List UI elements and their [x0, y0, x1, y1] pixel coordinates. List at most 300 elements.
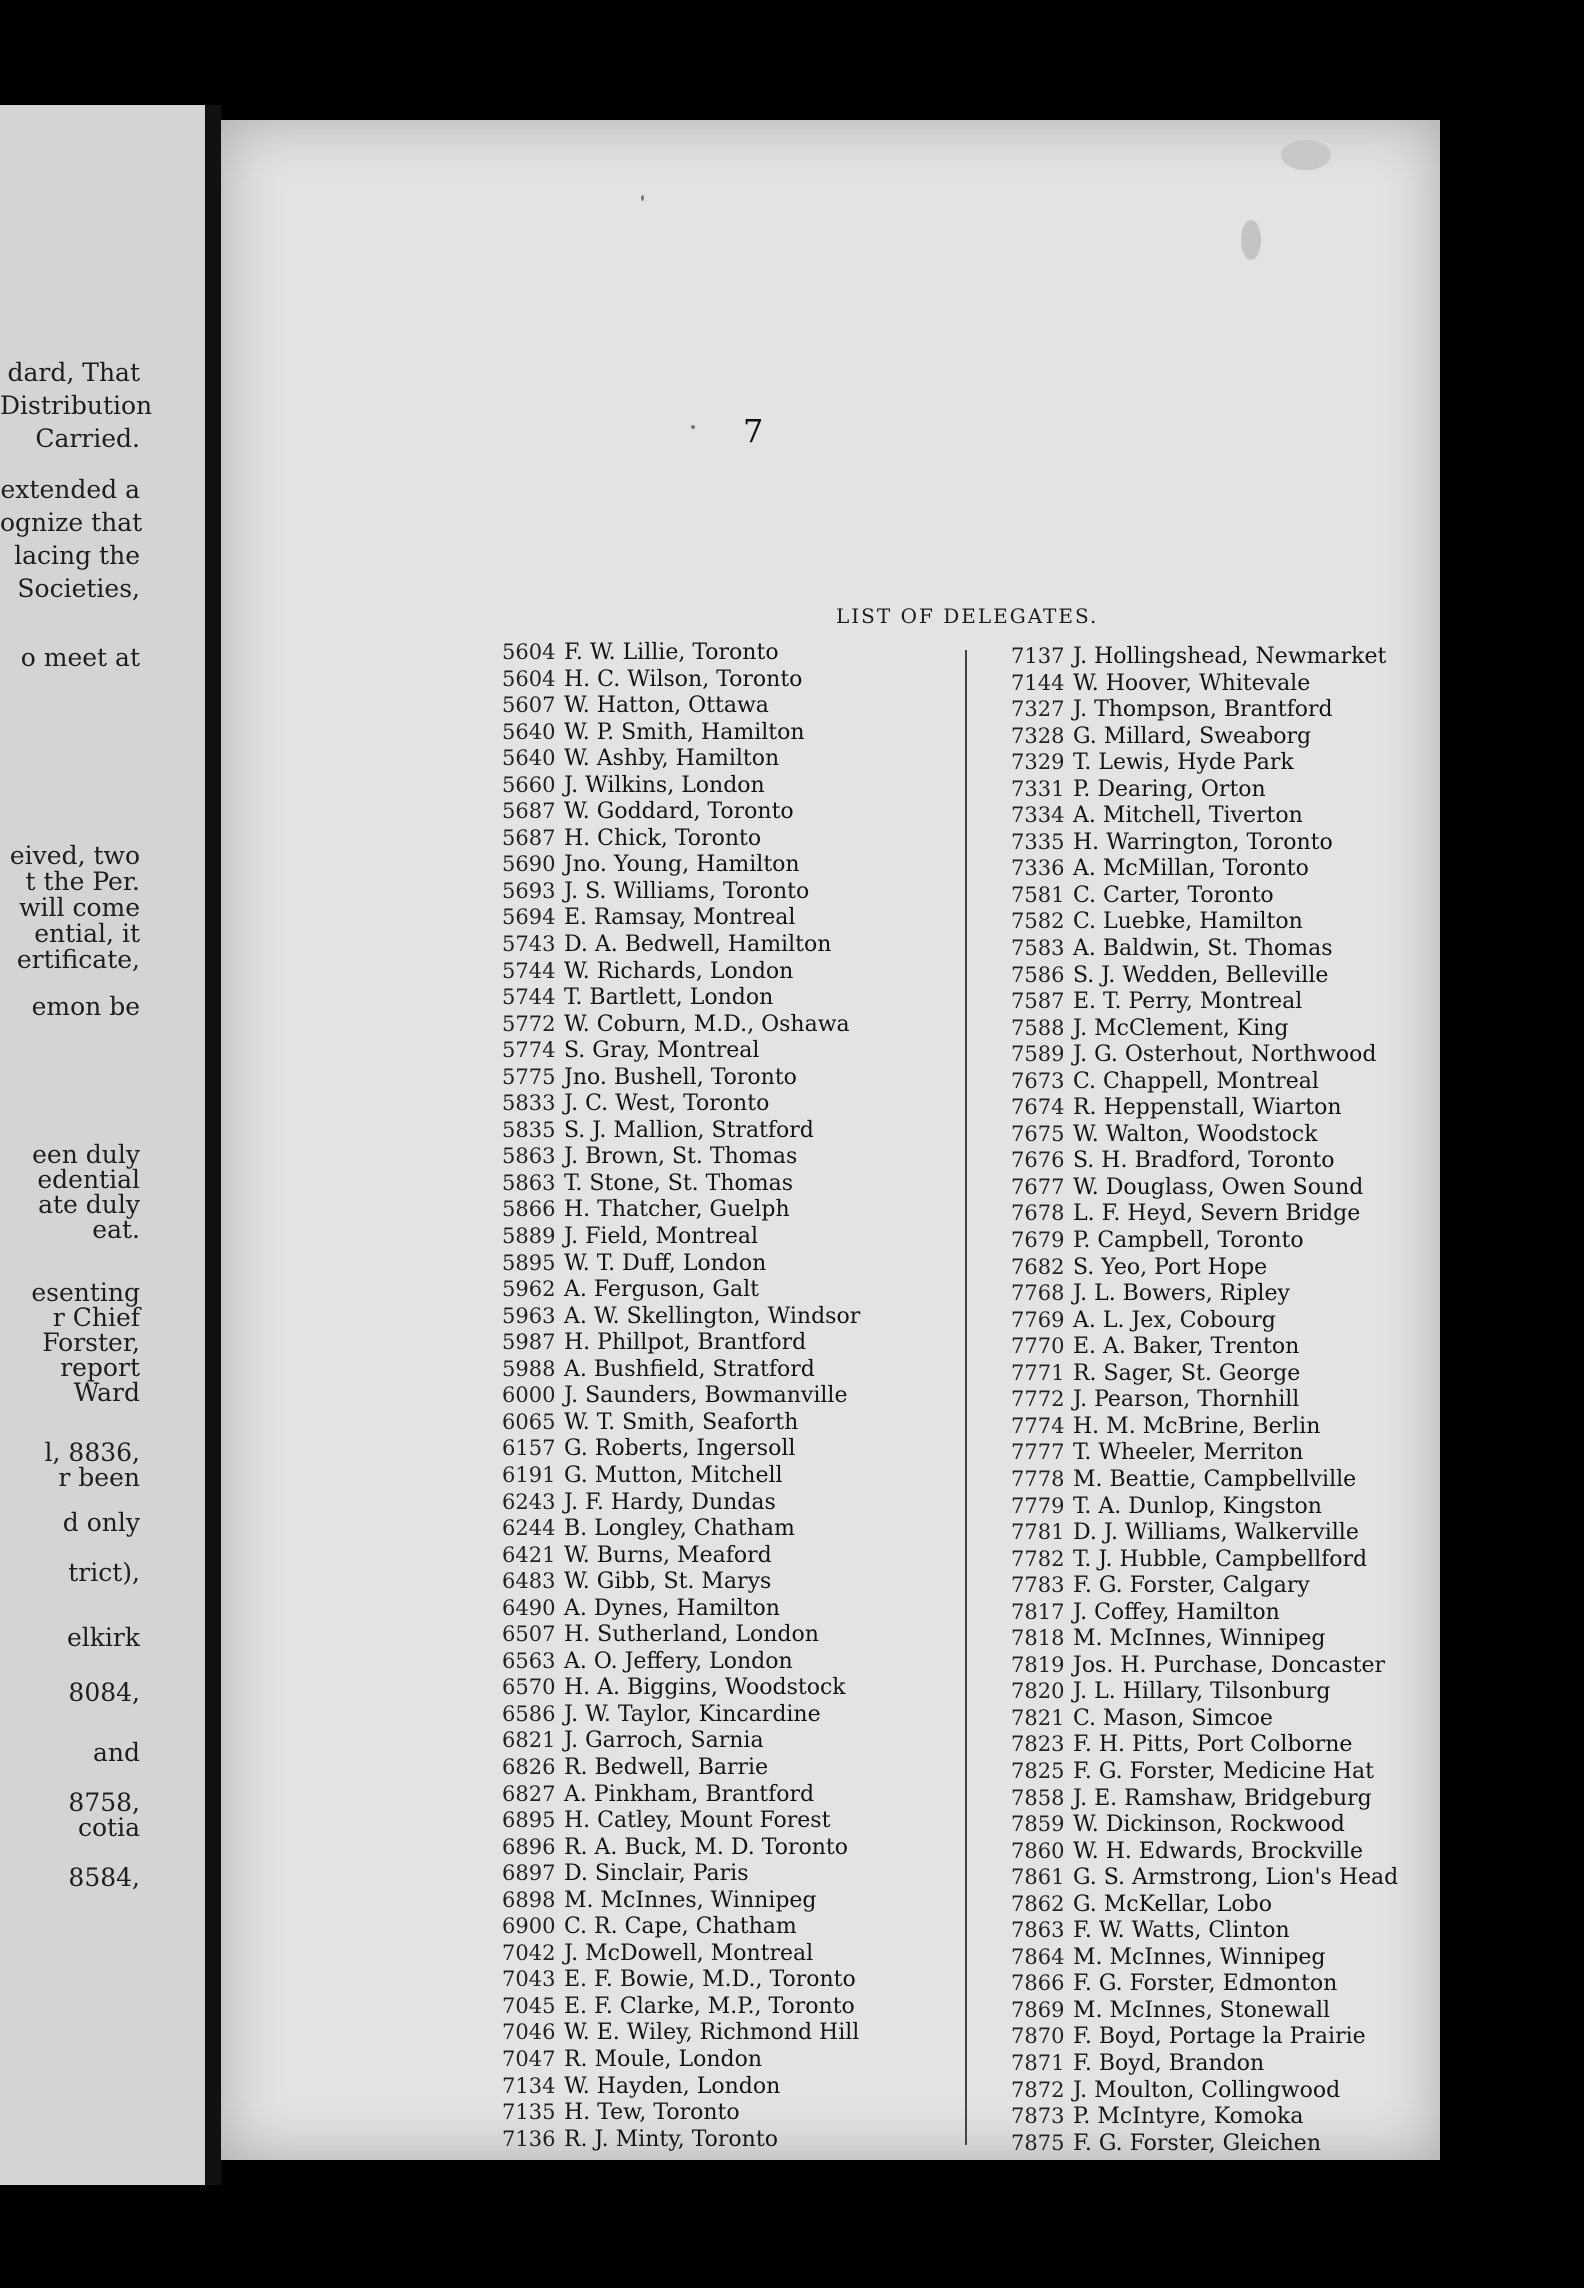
delegate-name: T. Lewis, Hyde Park	[1066, 750, 1294, 776]
delegate-entry	[502, 1913, 860, 1940]
delegate-name: M. McInnes, Stonewall	[1066, 1997, 1331, 2023]
delegate-name: P. Dearing, Orton	[1066, 776, 1266, 802]
delegate-entry	[1011, 1121, 1398, 1148]
certificate-number: 7783	[1011, 1573, 1065, 1598]
certificate-number: 6421	[502, 1542, 556, 1567]
delegate-entry	[502, 1993, 860, 2020]
certificate-number: 7675	[1011, 1121, 1065, 1146]
stain-mark	[1241, 220, 1261, 260]
delegate-name: J. Pearson, Thornhill	[1066, 1387, 1300, 1413]
delegate-name: H. Sutherland, London	[557, 1622, 819, 1648]
delegate-name: J. F. Hardy, Dundas	[557, 1489, 776, 1515]
certificate-number: 7870	[1011, 2024, 1065, 2049]
delegate-name: E. Ramsay, Montreal	[557, 905, 796, 931]
margin-fragment: report	[60, 1353, 140, 1382]
certificate-number: 7859	[1011, 1812, 1065, 1837]
delegate-name: W. E. Wiley, Richmond Hill	[557, 2020, 860, 2046]
delegate-name: A. McMillan, Toronto	[1066, 856, 1309, 882]
certificate-number: 7873	[1011, 2104, 1065, 2129]
certificate-number: 7864	[1011, 1944, 1065, 1969]
certificate-number: 7581	[1011, 882, 1065, 907]
delegate-entry	[1011, 1200, 1398, 1227]
certificate-number: 7582	[1011, 909, 1065, 934]
delegate-entry	[1011, 1280, 1398, 1307]
certificate-number: 7679	[1011, 1228, 1065, 1253]
certificate-number: 7858	[1011, 1785, 1065, 1810]
delegate-name: G. Millard, Sweaborg	[1066, 723, 1312, 749]
delegate-entry	[502, 1064, 860, 1091]
delegate-name: G. S. Armstrong, Lion's Head	[1066, 1865, 1399, 1891]
delegate-entry	[502, 798, 860, 825]
delegate-name: C. Luebke, Hamilton	[1066, 909, 1303, 935]
delegate-name: W. Ashby, Hamilton	[557, 746, 780, 772]
delegate-entry	[502, 878, 860, 905]
delegate-entry	[502, 1887, 860, 1914]
certificate-number: 7045	[502, 1993, 556, 2018]
delegate-entry	[1011, 1413, 1398, 1440]
delegate-entry	[502, 1489, 860, 1516]
delegate-entry	[502, 666, 860, 693]
certificate-number: 6586	[502, 1701, 556, 1726]
delegate-name: C. Carter, Toronto	[1066, 882, 1274, 908]
delegate-name: M. McInnes, Winnipeg	[1066, 1626, 1326, 1652]
delegate-entry	[1011, 882, 1398, 909]
delegate-entry	[502, 1834, 860, 1861]
delegate-name: J. Wilkins, London	[557, 772, 765, 798]
certificate-number: 5863	[502, 1144, 556, 1169]
certificate-number: 7818	[1011, 1626, 1065, 1651]
certificate-number: 7678	[1011, 1201, 1065, 1226]
delegates-column-left	[502, 639, 860, 2152]
certificate-number: 7583	[1011, 936, 1065, 961]
margin-fragment: Forster,	[42, 1328, 140, 1357]
delegate-name: H. Chick, Toronto	[557, 825, 762, 851]
delegate-name: R. J. Minty, Toronto	[557, 2126, 778, 2152]
certificate-number: 5866	[502, 1197, 556, 1222]
delegate-entry	[502, 1621, 860, 1648]
delegate-entry	[1011, 670, 1398, 697]
certificate-number: 7770	[1011, 1334, 1065, 1359]
certificate-number: 6827	[502, 1781, 556, 1806]
delegate-entry	[502, 639, 860, 666]
delegate-name: A. O. Jeffery, London	[557, 1648, 793, 1674]
delegate-entry	[502, 2073, 860, 2100]
delegate-name: R. A. Buck, M. D. Toronto	[557, 1834, 848, 1860]
delegate-name: H. Phillpot, Brantford	[557, 1330, 807, 1356]
previous-page-fragment	[0, 105, 205, 2185]
delegate-entry	[502, 1568, 860, 1595]
delegate-name: M. Beattie, Campbellville	[1066, 1466, 1357, 1492]
margin-fragment: eived, two	[9, 841, 140, 870]
certificate-number: 5743	[502, 932, 556, 957]
delegate-entry	[502, 1276, 860, 1303]
delegate-entry	[502, 1090, 860, 1117]
margin-fragment: ate duly	[38, 1190, 140, 1219]
certificate-number: 7862	[1011, 1891, 1065, 1916]
delegate-name: D. A. Bedwell, Hamilton	[557, 932, 832, 958]
margin-fragment: Carried.	[35, 424, 140, 453]
delegate-entry	[1011, 988, 1398, 1015]
delegate-name: W. Hayden, London	[557, 2073, 781, 2099]
delegate-entry	[1011, 1758, 1398, 1785]
delegate-entry	[502, 1807, 860, 1834]
margin-fragment: Societies,	[17, 574, 140, 603]
delegate-entry	[1011, 1015, 1398, 1042]
margin-fragment: o meet at	[20, 643, 140, 672]
delegate-name: A. L. Jex, Cobourg	[1066, 1307, 1276, 1333]
margin-fragment: r been	[58, 1463, 140, 1492]
delegate-entry	[502, 1011, 860, 1038]
delegate-name: F. W. Lillie, Toronto	[557, 640, 779, 665]
delegate-name: S. Yeo, Port Hope	[1066, 1254, 1268, 1280]
delegate-entry	[502, 1674, 860, 1701]
margin-fragment: will come	[19, 893, 140, 922]
delegate-name: Jno. Young, Hamilton	[557, 852, 800, 878]
delegate-entry	[1011, 2103, 1398, 2130]
delegate-entry	[1011, 2130, 1398, 2157]
delegate-name: S. J. Wedden, Belleville	[1066, 962, 1329, 988]
delegate-name: A. Mitchell, Tiverton	[1066, 803, 1303, 829]
certificate-number: 7769	[1011, 1307, 1065, 1332]
certificate-number: 7869	[1011, 1997, 1065, 2022]
delegate-entry	[1011, 2023, 1398, 2050]
delegate-entry	[1011, 1519, 1398, 1546]
delegate-entry	[502, 1223, 860, 1250]
certificate-number: 6563	[502, 1648, 556, 1673]
certificate-number: 6896	[502, 1834, 556, 1859]
certificate-number: 7777	[1011, 1440, 1065, 1465]
certificate-number: 7866	[1011, 1971, 1065, 1996]
delegate-entry	[1011, 1864, 1398, 1891]
delegate-name: R. Heppenstall, Wiarton	[1066, 1095, 1342, 1121]
certificate-number: 6483	[502, 1569, 556, 1594]
stain-mark	[691, 425, 695, 429]
certificate-number: 7819	[1011, 1652, 1065, 1677]
delegate-entry	[502, 1143, 860, 1170]
delegate-name: W. Dickinson, Rockwood	[1066, 1812, 1345, 1838]
margin-fragment: extended a	[0, 475, 140, 504]
delegate-name: A. Bushfield, Stratford	[557, 1356, 815, 1382]
certificate-number: 7861	[1011, 1865, 1065, 1890]
delegate-name: J. G. Osterhout, Northwood	[1066, 1042, 1377, 1068]
delegate-name: J. Saunders, Bowmanville	[557, 1383, 848, 1409]
delegate-name: S. J. Mallion, Stratford	[557, 1117, 814, 1143]
certificate-number: 7782	[1011, 1546, 1065, 1571]
certificate-number: 6244	[502, 1516, 556, 1541]
delegate-entry	[1011, 1572, 1398, 1599]
delegate-entry	[1011, 1227, 1398, 1254]
delegate-name: E. T. Perry, Montreal	[1066, 989, 1303, 1015]
certificate-number: 5660	[502, 772, 556, 797]
certificate-number: 7334	[1011, 803, 1065, 828]
certificate-number: 7676	[1011, 1148, 1065, 1173]
certificate-number: 5988	[502, 1356, 556, 1381]
delegate-entry	[1011, 1174, 1398, 1201]
delegate-name: A. Dynes, Hamilton	[557, 1595, 780, 1621]
delegate-entry	[1011, 1944, 1398, 1971]
stain-mark	[641, 195, 644, 201]
certificate-number: 7135	[502, 2100, 556, 2125]
delegate-entry	[1011, 1094, 1398, 1121]
certificate-number: 6507	[502, 1622, 556, 1647]
delegate-entry	[502, 1462, 860, 1489]
certificate-number: 7778	[1011, 1466, 1065, 1491]
delegate-entry	[502, 1435, 860, 1462]
margin-fragment: elkirk	[66, 1623, 140, 1652]
margin-fragment: 8584,	[68, 1863, 140, 1892]
delegate-name: R. Moule, London	[557, 2046, 763, 2072]
delegate-entry	[1011, 2077, 1398, 2104]
delegate-entry	[502, 1356, 860, 1383]
delegate-name: R. Sager, St. George	[1066, 1360, 1301, 1386]
margin-fragment: cotia	[78, 1813, 140, 1842]
delegate-entry	[502, 1170, 860, 1197]
certificate-number: 6243	[502, 1489, 556, 1514]
delegate-name: T. Wheeler, Merriton	[1066, 1440, 1304, 1466]
delegate-name: H. Warrington, Toronto	[1066, 829, 1333, 855]
delegate-entry	[1011, 1838, 1398, 1865]
delegate-name: W. Hatton, Ottawa	[557, 693, 769, 719]
delegate-name: W. Douglass, Owen Sound	[1066, 1174, 1364, 1200]
delegate-entry	[1011, 1147, 1398, 1174]
delegate-name: S. Gray, Montreal	[557, 1038, 760, 1064]
margin-fragment: esenting	[31, 1278, 140, 1307]
delegate-name: R. Bedwell, Barrie	[557, 1754, 769, 1780]
delegate-name: F. Boyd, Portage la Prairie	[1066, 2024, 1366, 2050]
certificate-number: 7774	[1011, 1413, 1065, 1438]
delegate-entry	[502, 1648, 860, 1675]
delegate-name: A. Ferguson, Galt	[557, 1277, 759, 1303]
margin-fragment: emon be	[31, 992, 140, 1021]
delegate-name: W. Gibb, St. Marys	[557, 1569, 772, 1595]
certificate-number: 5962	[502, 1277, 556, 1302]
certificate-number: 5772	[502, 1011, 556, 1036]
delegate-name: J. Coffey, Hamilton	[1066, 1599, 1280, 1625]
certificate-number: 5687	[502, 825, 556, 850]
certificate-number: 7817	[1011, 1599, 1065, 1624]
delegate-name: F. G. Forster, Gleichen	[1066, 2130, 1321, 2156]
delegate-name: Jos. H. Purchase, Doncaster	[1066, 1652, 1386, 1678]
delegate-entry	[502, 1542, 860, 1569]
margin-fragment: lacing the	[14, 541, 140, 570]
delegate-name: H. A. Biggins, Woodstock	[557, 1675, 846, 1701]
delegate-entry	[1011, 1333, 1398, 1360]
certificate-number: 7047	[502, 2046, 556, 2071]
delegate-entry	[1011, 802, 1398, 829]
certificate-number: 5775	[502, 1064, 556, 1089]
delegate-entry	[502, 745, 860, 772]
certificate-number: 5604	[502, 640, 556, 664]
delegate-entry	[1011, 962, 1398, 989]
certificate-number: 7768	[1011, 1281, 1065, 1306]
delegate-entry	[1011, 1625, 1398, 1652]
delegate-entry	[1011, 1360, 1398, 1387]
delegate-entry	[502, 1250, 860, 1277]
certificate-number: 5640	[502, 719, 556, 744]
delegate-entry	[1011, 1546, 1398, 1573]
delegate-entry	[502, 984, 860, 1011]
certificate-number: 6000	[502, 1383, 556, 1408]
margin-fragment: eat.	[92, 1215, 140, 1244]
delegate-name: J. S. Williams, Toronto	[557, 878, 810, 904]
certificate-number: 7860	[1011, 1838, 1065, 1863]
delegate-entry	[1011, 1439, 1398, 1466]
delegate-entry	[1011, 829, 1398, 856]
delegate-entry	[502, 851, 860, 878]
delegate-entry	[502, 1382, 860, 1409]
delegate-name: E. A. Baker, Trenton	[1066, 1334, 1300, 1360]
delegate-entry	[502, 2126, 860, 2153]
delegate-name: J. Moulton, Collingwood	[1066, 2077, 1341, 2103]
delegate-name: H. M. McBrine, Berlin	[1066, 1413, 1321, 1439]
delegate-name: F. G. Forster, Medicine Hat	[1066, 1758, 1374, 1784]
delegate-name: L. F. Heyd, Severn Bridge	[1066, 1201, 1361, 1227]
certificate-number: 5687	[502, 799, 556, 824]
certificate-number: 7137	[1011, 644, 1065, 668]
certificate-number: 5604	[502, 666, 556, 691]
delegate-name: A. Baldwin, St. Thomas	[1066, 936, 1333, 962]
delegate-name: E. F. Clarke, M.P., Toronto	[557, 1993, 855, 2019]
delegate-name: G. Roberts, Ingersoll	[557, 1436, 796, 1462]
delegate-entry	[502, 1117, 860, 1144]
delegate-name: W. H. Edwards, Brockville	[1066, 1838, 1364, 1864]
delegate-entry	[502, 772, 860, 799]
delegate-name: T. Stone, St. Thomas	[557, 1170, 794, 1196]
certificate-number: 7335	[1011, 829, 1065, 854]
delegate-name: J. Thompson, Brantford	[1066, 697, 1333, 723]
certificate-number: 5963	[502, 1303, 556, 1328]
margin-fragment: edential	[37, 1165, 140, 1194]
certificate-number: 7781	[1011, 1520, 1065, 1545]
delegate-entry	[502, 2099, 860, 2126]
delegate-entry	[502, 1860, 860, 1887]
certificate-number: 6065	[502, 1409, 556, 1434]
delegate-entry	[502, 1515, 860, 1542]
delegate-entry	[1011, 1678, 1398, 1705]
list-title: LIST OF DELEGATES.	[836, 604, 1099, 628]
delegate-name: P. McIntyre, Komoka	[1066, 2104, 1304, 2130]
delegate-name: H. Thatcher, Guelph	[557, 1197, 790, 1223]
delegate-entry	[1011, 935, 1398, 962]
certificate-number: 6895	[502, 1808, 556, 1833]
certificate-number: 7586	[1011, 962, 1065, 987]
certificate-number: 7331	[1011, 776, 1065, 801]
certificate-number: 7682	[1011, 1254, 1065, 1279]
delegate-entry	[502, 1196, 860, 1223]
delegate-entry	[1011, 2050, 1398, 2077]
certificate-number: 7144	[1011, 670, 1065, 695]
page-gutter	[205, 105, 221, 2185]
margin-fragment: t the Per.	[25, 867, 140, 896]
certificate-number: 7875	[1011, 2130, 1065, 2155]
delegate-name: A. W. Skellington, Windsor	[557, 1303, 861, 1329]
certificate-number: 6191	[502, 1462, 556, 1487]
margin-fragment: 8084,	[68, 1678, 140, 1707]
delegate-entry	[502, 1701, 860, 1728]
delegate-name: W. Hoover, Whitevale	[1066, 670, 1311, 696]
certificate-number: 7823	[1011, 1732, 1065, 1757]
margin-fragment: d only	[62, 1508, 140, 1537]
delegate-name: F. H. Pitts, Port Colborne	[1066, 1732, 1353, 1758]
delegate-entry	[502, 904, 860, 931]
delegate-entry	[1011, 1997, 1398, 2024]
delegate-name: Jno. Bushell, Toronto	[557, 1064, 797, 1090]
delegate-name: W. Goddard, Toronto	[557, 799, 794, 825]
certificate-number: 6490	[502, 1595, 556, 1620]
delegate-entry	[1011, 1785, 1398, 1812]
delegate-name: C. Mason, Simcoe	[1066, 1705, 1273, 1731]
delegate-entry	[502, 719, 860, 746]
certificate-number: 6897	[502, 1861, 556, 1886]
delegate-entry	[1011, 776, 1398, 803]
margin-fragment: l, 8836,	[44, 1438, 140, 1467]
delegate-entry	[502, 2046, 860, 2073]
delegate-name: J. E. Ramshaw, Bridgeburg	[1066, 1785, 1372, 1811]
delegate-name: J. Brown, St. Thomas	[557, 1144, 798, 1170]
delegate-name: J. Garroch, Sarnia	[557, 1728, 764, 1754]
margin-fragment: trict),	[68, 1558, 140, 1587]
delegate-name: F. Boyd, Brandon	[1066, 2050, 1265, 2076]
delegate-entry	[502, 1037, 860, 1064]
delegate-name: W. Burns, Meaford	[557, 1542, 772, 1568]
certificate-number: 7328	[1011, 723, 1065, 748]
delegate-name: F. G. Forster, Edmonton	[1066, 1971, 1338, 1997]
certificate-number: 7872	[1011, 2077, 1065, 2102]
certificate-number: 7674	[1011, 1095, 1065, 1120]
certificate-number: 7589	[1011, 1042, 1065, 1067]
certificate-number: 7046	[502, 2020, 556, 2045]
certificate-number: 6570	[502, 1675, 556, 1700]
delegate-entry	[1011, 1891, 1398, 1918]
delegate-entry	[1011, 1705, 1398, 1732]
delegate-entry	[1011, 1041, 1398, 1068]
delegate-name: W. P. Smith, Hamilton	[557, 719, 805, 745]
delegate-entry	[1011, 1307, 1398, 1334]
certificate-number: 6900	[502, 1914, 556, 1939]
certificate-number: 5693	[502, 878, 556, 903]
certificate-number: 7779	[1011, 1493, 1065, 1518]
delegate-name: G. McKellar, Lobo	[1066, 1891, 1272, 1917]
certificate-number: 7673	[1011, 1068, 1065, 1093]
certificate-number: 5607	[502, 693, 556, 718]
delegate-entry	[1011, 855, 1398, 882]
certificate-number: 7134	[502, 2073, 556, 2098]
delegate-name: J. McClement, King	[1066, 1015, 1289, 1041]
document-page	[221, 120, 1440, 2160]
margin-fragment: 8758,	[68, 1788, 140, 1817]
delegate-entry	[1011, 643, 1398, 670]
certificate-number: 5690	[502, 852, 556, 877]
certificate-number: 7588	[1011, 1015, 1065, 1040]
certificate-number: 6157	[502, 1436, 556, 1461]
certificate-number: 7336	[1011, 856, 1065, 881]
delegate-name: F. W. Watts, Clinton	[1066, 1918, 1290, 1944]
certificate-number: 7771	[1011, 1360, 1065, 1385]
delegate-entry	[502, 1966, 860, 1993]
delegate-name: D. Sinclair, Paris	[557, 1861, 749, 1887]
margin-fragment: ential, it	[34, 919, 140, 948]
delegate-name: F. G. Forster, Calgary	[1066, 1573, 1310, 1599]
delegate-entry	[1011, 1068, 1398, 1095]
delegate-name: T. J. Hubble, Campbellford	[1066, 1546, 1368, 1572]
delegate-entry	[502, 2019, 860, 2046]
delegate-name: H. C. Wilson, Toronto	[557, 666, 803, 692]
delegate-name: H. Tew, Toronto	[557, 2100, 740, 2126]
delegate-name: J. W. Taylor, Kincardine	[557, 1701, 821, 1727]
delegate-name: W. Richards, London	[557, 958, 794, 984]
delegate-entry	[1011, 1652, 1398, 1679]
delegate-name: B. Longley, Chatham	[557, 1516, 795, 1542]
